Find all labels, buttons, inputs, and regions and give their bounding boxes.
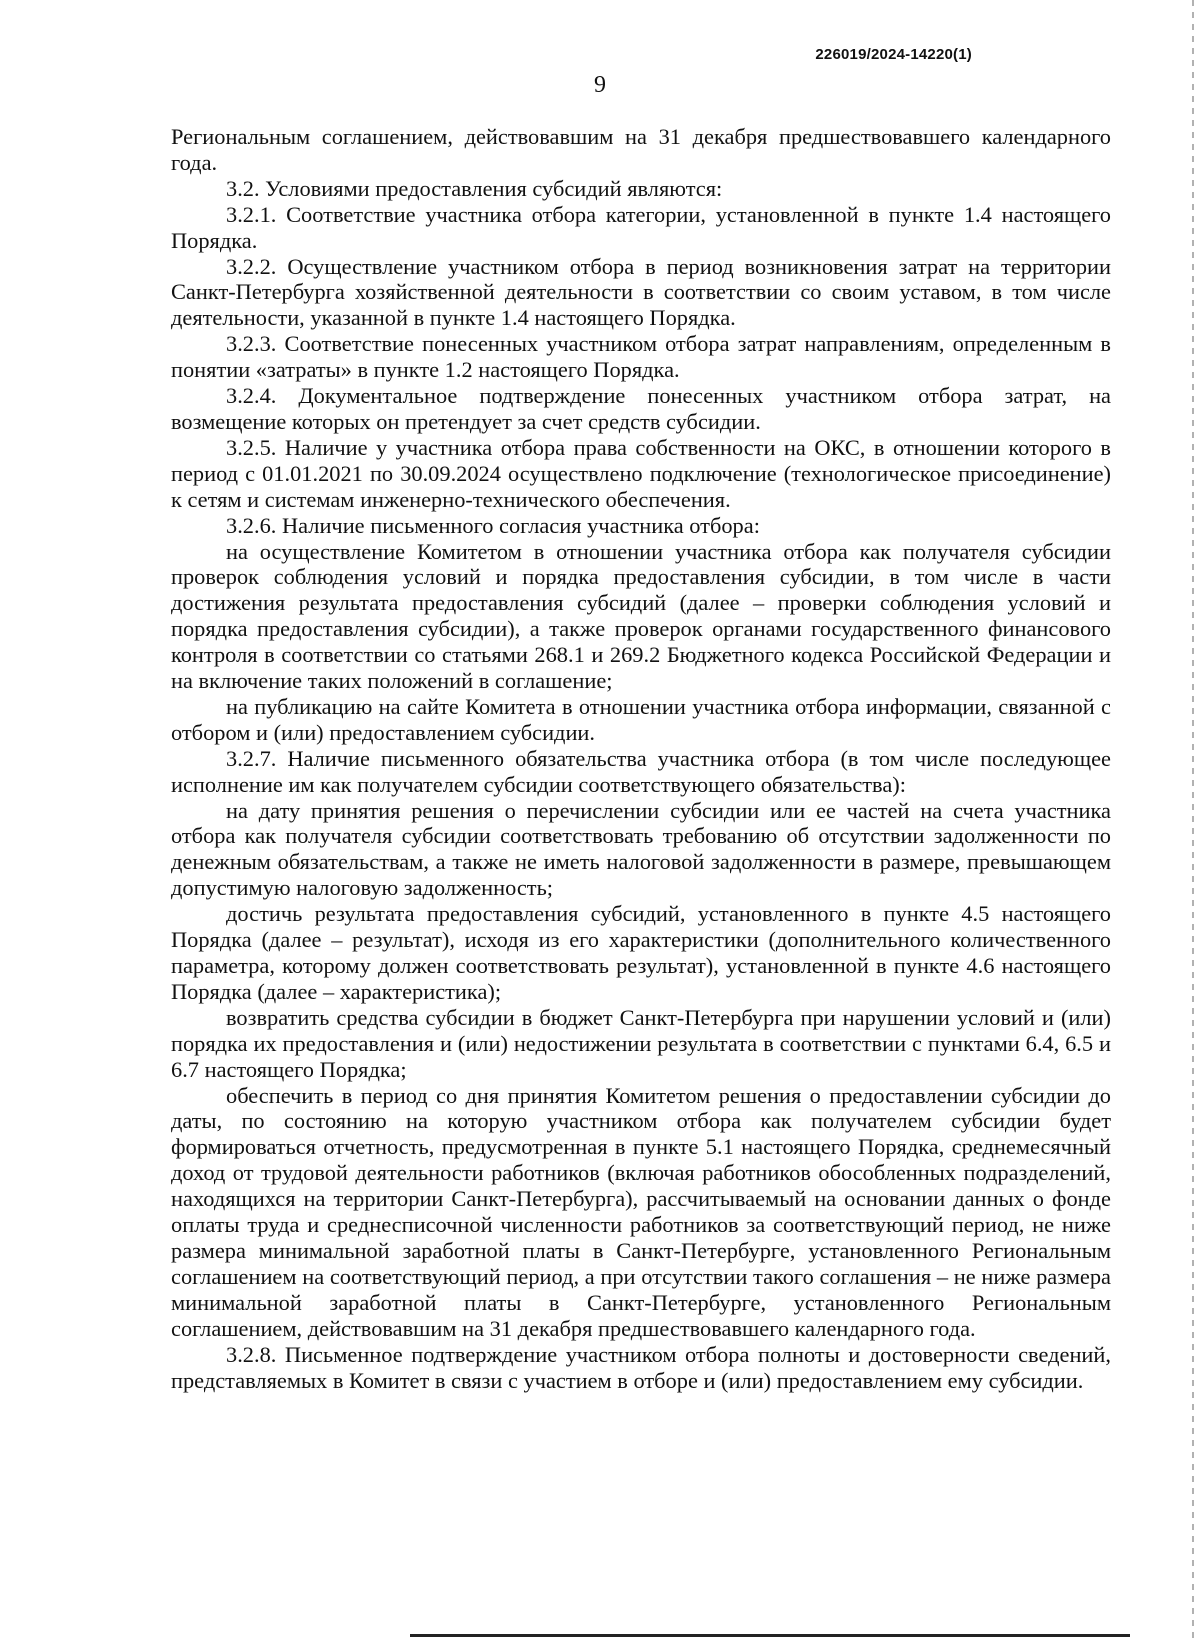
scan-bottom-line (410, 1634, 1130, 1637)
paragraph-3-2-3: 3.2.3. Соответствие понесенных участником отбора затрат направлениям, определенным в понятии «затраты» в пункте 1.2 настоящего Порядка. (171, 331, 1111, 383)
document-registration-number: 226019/2024-14220(1) (815, 46, 972, 63)
paragraph-3-2: 3.2. Условиями предоставления субсидий являются: (226, 175, 723, 201)
document-body (171, 124, 1111, 1393)
paragraph-3-2-6-item-2: на публикацию на сайте Комитета в отношении участника отбора информации, связанной с отбором и (или) предоставлением субсидии. (171, 693, 1111, 745)
paragraph-3-2-6: 3.2.6. Наличие письменного согласия участника отбора: (226, 512, 760, 538)
paragraph-3-2-7-item-2: достичь результата предоставления субсидий, установленного в пункте 4.5 настоящего Порядка (далее – результат), исходя из его характеристики (дополнительного количественного параметра, которому должен соответствовать результат), установленной в пункте 4.6 настоящего Порядка (далее – характеристика); (171, 901, 1111, 1004)
scan-edge-line (1192, 0, 1194, 1638)
paragraph-3-2-7-item-4: обеспечить в период со дня принятия Комитетом решения о предоставлении субсидии до даты, по состоянию на которую участником отбора как получателем субсидии будет формироваться отчетность, предусмотренная в пункте 5.1 настоящего Порядка, среднемесячный доход от трудовой деятельности работников (включая работников обособленных подразделений, находящихся на территории Санкт-Петербурга), рассчитываемый на основании данных о фонде оплаты труда и среднесписочной численности работников за соответствующий период, не ниже размера минимальной заработной платы в Санкт-Петербурге, установленного Региональным соглашением на соответствующий период, а при отсутствии такого соглашения – не ниже размера минимальной заработной платы в Санкт-Петербурге, установленного Региональным соглашением, действовавшим на 31 декабря предшествовавшего календарного года. (171, 1082, 1111, 1341)
paragraph-3-2-6-item-1: на осуществление Комитетом в отношении участника отбора как получателя субсидии проверок соблюдения условий и порядка предоставления субсидии, в том числе в части достижения результата предоставления субсидий (далее – проверки соблюдения условий и порядка предоставления субсидии), а также проверок органами государственного финансового контроля в соответствии со статьями 268.1 и 269.2 Бюджетного кодекса Российской Федерации и на включение таких положений в соглашение; (171, 538, 1111, 694)
paragraph-3-2-1: 3.2.1. Соответствие участника отбора категории, установленной в пункте 1.4 настоящего Порядка. (171, 201, 1111, 253)
paragraph-3-2-7-item-3: возвратить средства субсидии в бюджет Санкт-Петербурга при нарушении условий и (или) порядка их предоставления и (или) недостижении результата в соответствии с пунктами 6.4, 6.5 и 6.7 настоящего Порядка; (171, 1004, 1111, 1082)
paragraph-3-2-8: 3.2.8. Письменное подтверждение участником отбора полноты и достоверности сведений, представляемых в Комитет в связи с участием в отборе и (или) предоставлением ему субсидии. (171, 1341, 1111, 1393)
paragraph-3-2-7: 3.2.7. Наличие письменного обязательства участника отбора (в том числе последующее исполнение им как получателем субсидии соответствующего обязательства): (171, 745, 1111, 797)
paragraph-continuation: Региональным соглашением, действовавшим на 31 декабря предшествовавшего календарного года. (171, 124, 1111, 175)
paragraph-3-2-4: 3.2.4. Документальное подтверждение понесенных участником отбора затрат, на возмещение которых он претендует за счет средств субсидии. (171, 383, 1111, 434)
paragraph-3-2-2: 3.2.2. Осуществление участником отбора в период возникновения затрат на территории Санкт-Петербурга хозяйственной деятельности в соответствии со своим уставом, в том числе деятельности, указанной в пункте 1.4 настоящего Порядка. (171, 253, 1111, 331)
paragraph-3-2-7-item-1: на дату принятия решения о перечислении субсидии или ее частей на счета участника отбора как получателя субсидии соответствовать требованию об отсутствии задолженности по денежным обязательствам, а также не иметь налоговой задолженности в размере, превышающем допустимую налоговую задолженность; (171, 797, 1111, 901)
paragraph-3-2-5: 3.2.5. Наличие у участника отбора права собственности на ОКС, в отношении которого в период с 01.01.2021 по 30.09.2024 осуществлено подключение (технологическое присоединение) к сетям и системам инженерно-технического обеспечения. (171, 434, 1111, 512)
page-number: 9 (594, 72, 606, 98)
